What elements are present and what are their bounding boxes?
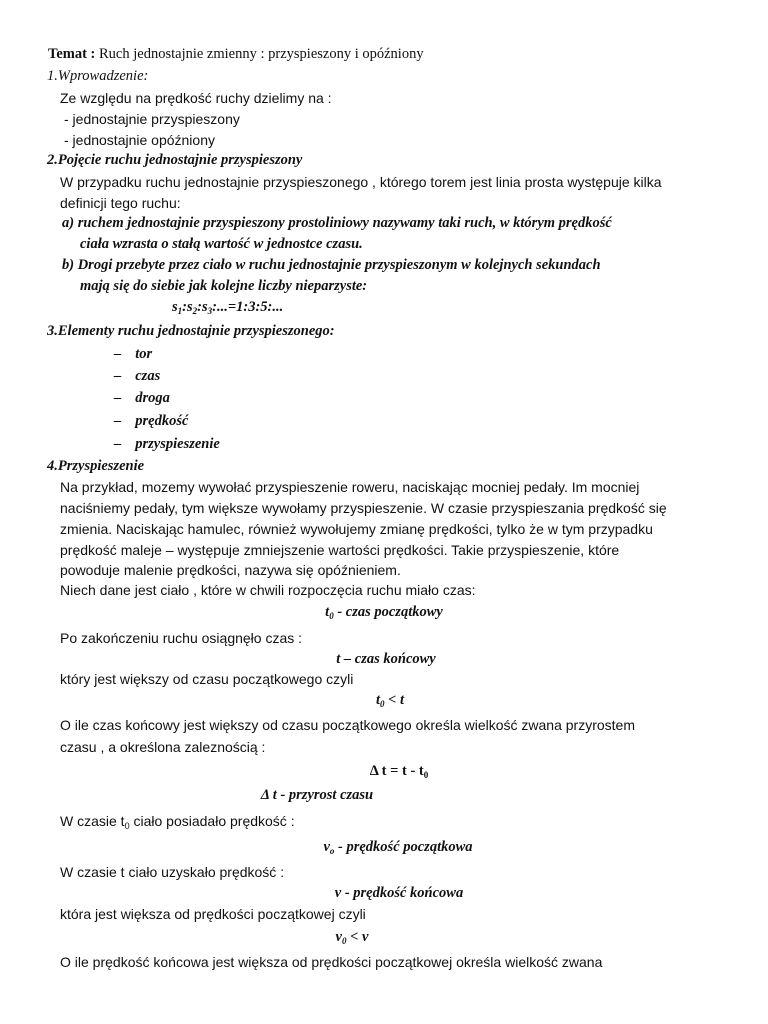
paragraph-line: powoduje malenie prędkości, nazywa się opóźnieniem.: [60, 562, 401, 578]
formula-time-increment: [0, 786, 634, 804]
formula-final-velocity: v - prędkość końcowa: [334, 885, 464, 901]
element-label: przyspieszenie: [135, 436, 220, 452]
list-item: [114, 345, 152, 363]
text-pre: W czasie t: [60, 813, 125, 829]
element-label: prędkość: [135, 413, 189, 429]
ratio-sub: 3: [207, 306, 213, 316]
formula-rest: - prędkość początkowa: [334, 839, 473, 855]
paragraph-line: W czasie t ciało uzyskało prędkość :: [60, 864, 285, 880]
section-3-heading: 3.Elementy ruchu jednostajnie przyspieszonego:: [47, 323, 335, 339]
formula-sub: 0: [341, 936, 347, 946]
ratio-sub: 1: [177, 306, 183, 316]
section-1-heading: 1.Wprowadzenie:: [47, 68, 149, 84]
paragraph-line: Po zakończeniu ruchu osiągnęło czas :: [60, 630, 303, 646]
definition-a-line: a) ruchem jednostajnie przyspieszony prostoliniowy nazywamy taki ruch, w którym prędkość: [62, 215, 612, 231]
list-item: - jednostajnie przyspieszony: [64, 111, 240, 127]
formula-sub: 0: [423, 770, 429, 780]
section-4-heading: 4.Przyspieszenie: [47, 458, 145, 474]
dash-bullet: –: [114, 346, 122, 362]
paragraph-line: definicji tego ruchu:: [60, 195, 181, 211]
formula-var: v: [323, 839, 330, 855]
section-2-heading: 2.Pojęcie ruchu jednostajnie przyspieszony: [47, 152, 303, 168]
paragraph-line: [60, 812, 295, 835]
title-label: Temat :: [48, 46, 96, 62]
element-label: czas: [135, 368, 161, 384]
paragraph-line: zmienia. Naciskając hamulec, również wywołujemy zmianę prędkości, tylko że w tym przypadku: [60, 521, 653, 537]
formula-rest: t - przyrost czasu: [269, 787, 374, 803]
definition-a-line: ciała wzrasta o stałą wartość w jednostce czasu.: [80, 236, 363, 252]
paragraph-line: W przypadku ruchu jednostajnie przyspieszonego , którego torem jest linia prosta występuje kilka: [60, 174, 662, 190]
delta-symbol: Δ: [260, 787, 270, 803]
paragraph-line: naciśniemy pedały, tym większe wywołamy przyspieszenie. W czasie przyspieszania prędkość się: [60, 500, 667, 516]
element-label: droga: [135, 390, 170, 406]
definition-b-line: b) Drogi przebyte przez ciało w ruchu jednostajnie przyspieszonym w kolejnych sekundach: [62, 257, 601, 273]
list-item: [114, 367, 160, 385]
title-text: Ruch jednostajnie zmienny : przyspieszony i opóźniony: [99, 46, 424, 62]
formula-time-delta: [0, 762, 768, 784]
formula-var: v: [335, 929, 342, 945]
dash-bullet: –: [114, 436, 122, 452]
paragraph-line: Na przykład, mozemy wywołać przyspieszenie roweru, naciskając mocniej pedały. Im mocniej: [60, 479, 640, 495]
formula-rest: < v: [346, 929, 369, 945]
formula-sub: 0: [329, 611, 334, 621]
paragraph-line: O ile czas końcowy jest większy od czasu początkowego określa wielkość zwana przyrostem: [60, 717, 636, 733]
formula-var: t: [325, 604, 330, 620]
list-item: [114, 389, 170, 407]
formula-sub: o: [329, 846, 335, 856]
formula-rest: - czas początkowy: [333, 604, 443, 620]
section-1-intro: Ze względu na prędkość ruchy dzielimy na :: [60, 90, 332, 106]
document-title: [48, 45, 424, 63]
paragraph-line: O ile prędkość końcowa jest większa od prędkości początkowej określa wielkość zwana: [60, 954, 603, 970]
formula-end-time: t – czas końcowy: [336, 651, 436, 667]
element-label: tor: [135, 346, 153, 362]
dash-bullet: –: [114, 413, 122, 429]
ratio-s: s: [187, 299, 193, 315]
paragraph-line: prędkość maleje – występuje zmniejszenie wartości prędkości. Takie przyspieszenie, które: [60, 542, 620, 558]
formula-var: t: [375, 692, 380, 708]
distance-ratio-formula: $s_1:s_2:s_3:...=1:3:5$:...: [172, 299, 284, 316]
definition-b-line: mają się do siebie jak kolejne liczby nieparzyste:: [80, 278, 368, 294]
paragraph-line: Niech dane jest ciało , które w chwili rozpoczęcia ruchu miało czas:: [60, 582, 476, 598]
ratio-s: s: [172, 299, 178, 315]
ratio-s: s: [202, 299, 208, 315]
list-item: - jednostajnie opóźniony: [64, 132, 215, 148]
formula-velocity-inequality: [0, 928, 704, 950]
formula-time-inequality: [0, 691, 768, 713]
delta-symbol: Δ: [369, 763, 379, 779]
ratio-tail: :...=1:3:5:...: [212, 299, 284, 315]
paragraph-line: który jest większy od czasu początkowego czyli: [60, 671, 354, 687]
ratio-sub: 2: [192, 306, 198, 316]
list-item: [114, 435, 220, 453]
dash-bullet: –: [114, 390, 122, 406]
formula-start-time: [0, 603, 768, 625]
formula-sub: 0: [124, 821, 130, 831]
paragraph-line: która jest większa od prędkości początkowej czyli: [60, 906, 366, 922]
formula-sub: 0: [379, 699, 385, 709]
formula-rest: t = t - t: [378, 763, 424, 779]
formula-initial-velocity: [0, 838, 768, 860]
paragraph-line: czasu , a określona zaleznością :: [60, 739, 266, 755]
list-item: [114, 412, 188, 430]
text-post: ciało posiadało prędkość :: [129, 813, 295, 829]
formula-rest: < t: [384, 692, 405, 708]
dash-bullet: –: [114, 368, 122, 384]
